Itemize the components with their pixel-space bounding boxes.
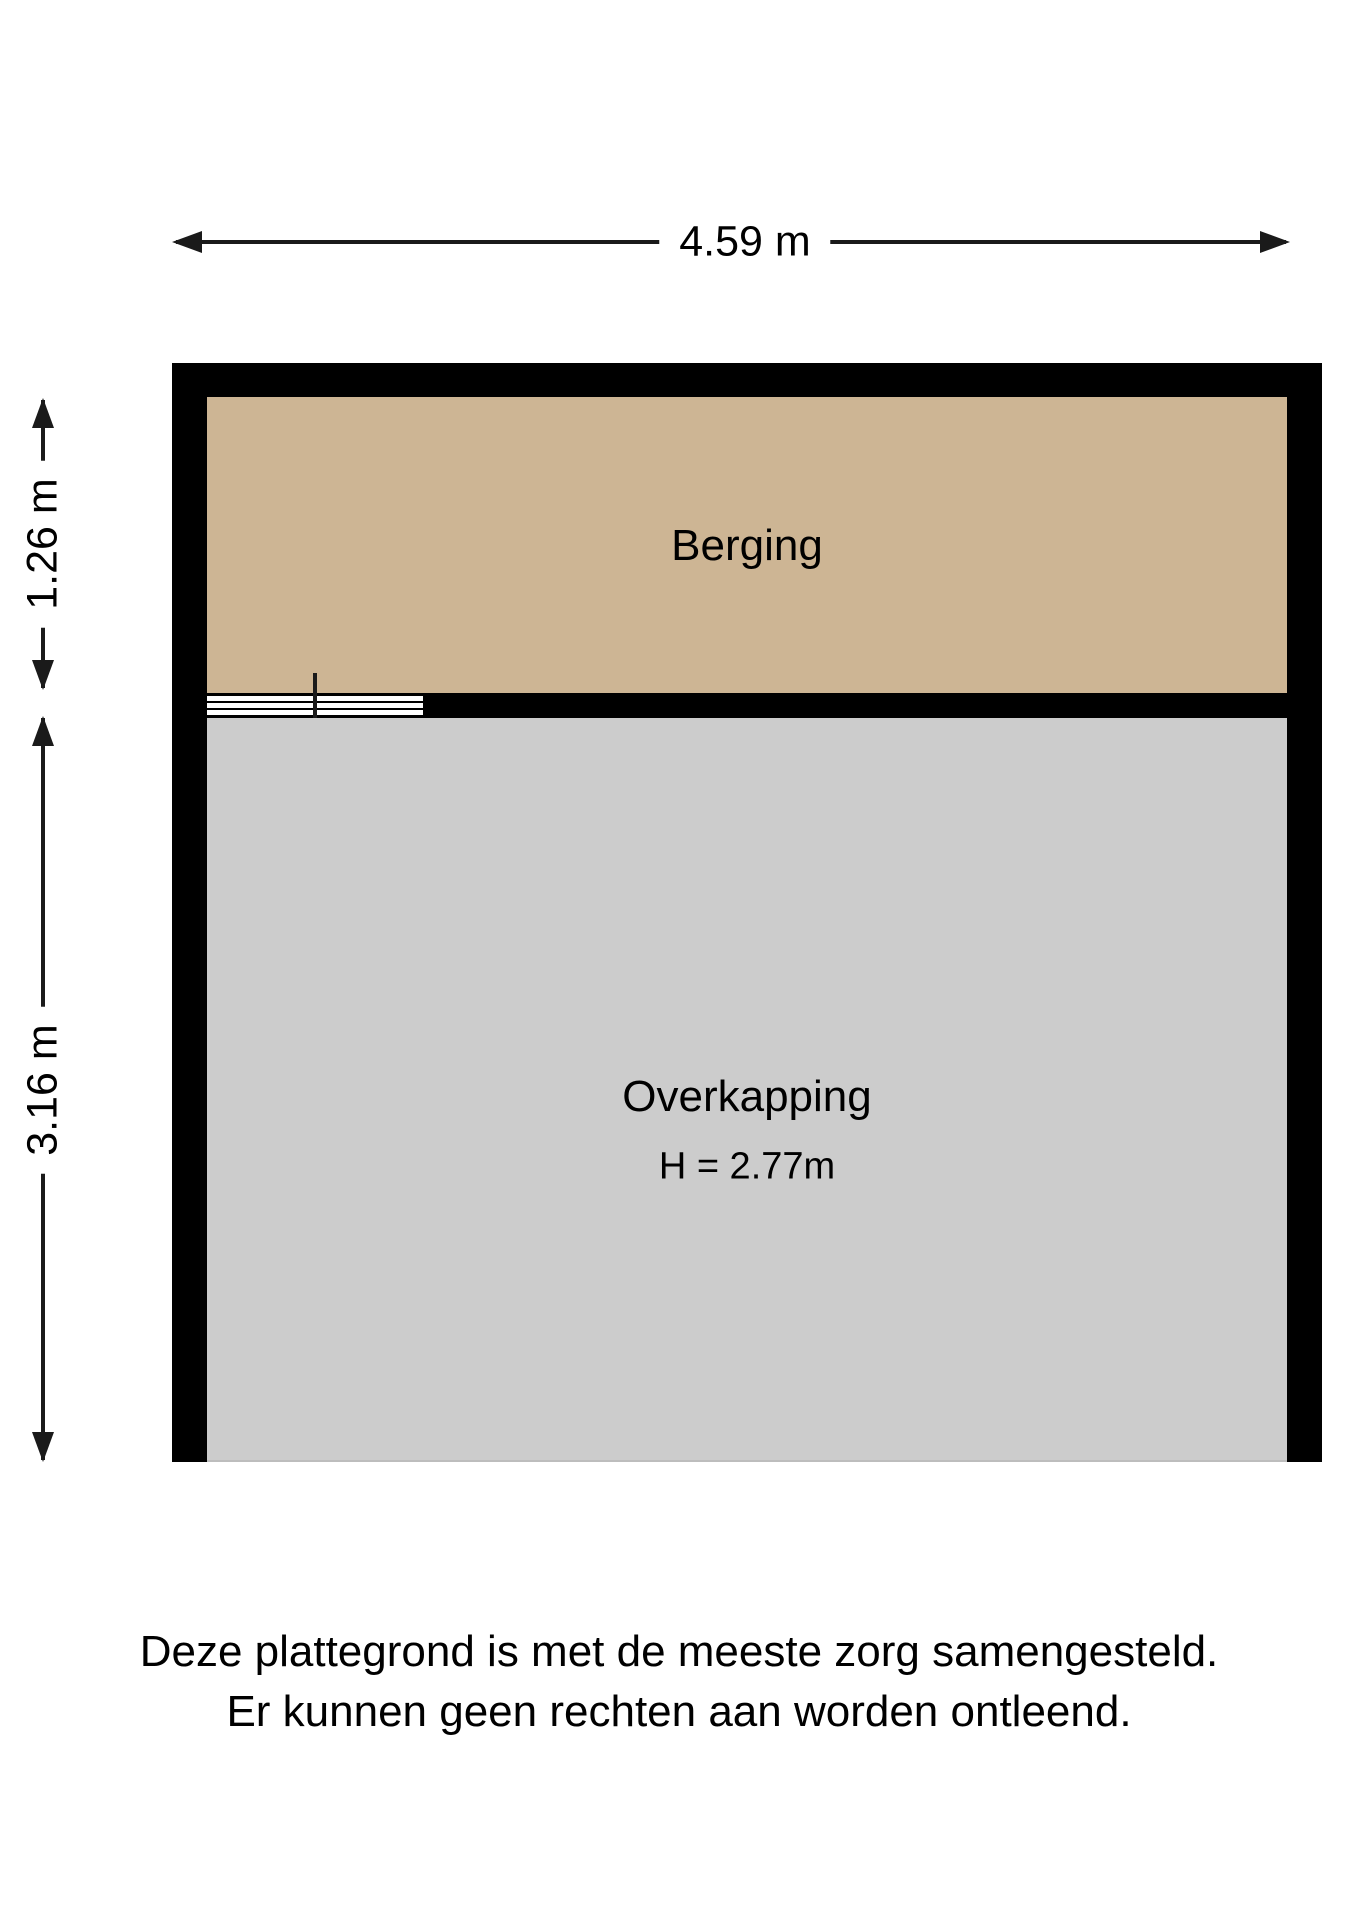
arrowhead-right-icon <box>1260 231 1290 253</box>
arrowhead-left-icon <box>172 231 202 253</box>
width-dimension-label: 4.59 m <box>659 218 830 265</box>
room-overkapping-label: Overkapping <box>622 1072 872 1121</box>
disclaimer-line-2: Er kunnen geen rechten aan worden ontleend. <box>226 1687 1132 1736</box>
wall-interior <box>423 693 1287 718</box>
room-overkapping-height-label: H = 2.77m <box>658 1145 836 1188</box>
wall-top <box>172 363 1322 397</box>
arrowhead-down-icon <box>32 660 54 690</box>
berging-height-dimension-label: 1.26 m <box>19 460 66 627</box>
disclaimer <box>0 1622 1358 1742</box>
overkapping-height-dimension-label: 3.16 m <box>19 1006 66 1173</box>
wall-left <box>172 363 207 1462</box>
room-berging-label: Berging <box>671 521 823 570</box>
arrowhead-up-icon <box>32 398 54 428</box>
wall-right <box>1287 363 1322 1462</box>
arrowhead-up-icon <box>32 716 54 746</box>
disclaimer-line-1: Deze plattegrond is met de meeste zorg samengesteld. <box>139 1627 1219 1676</box>
arrowhead-down-icon <box>32 1432 54 1462</box>
